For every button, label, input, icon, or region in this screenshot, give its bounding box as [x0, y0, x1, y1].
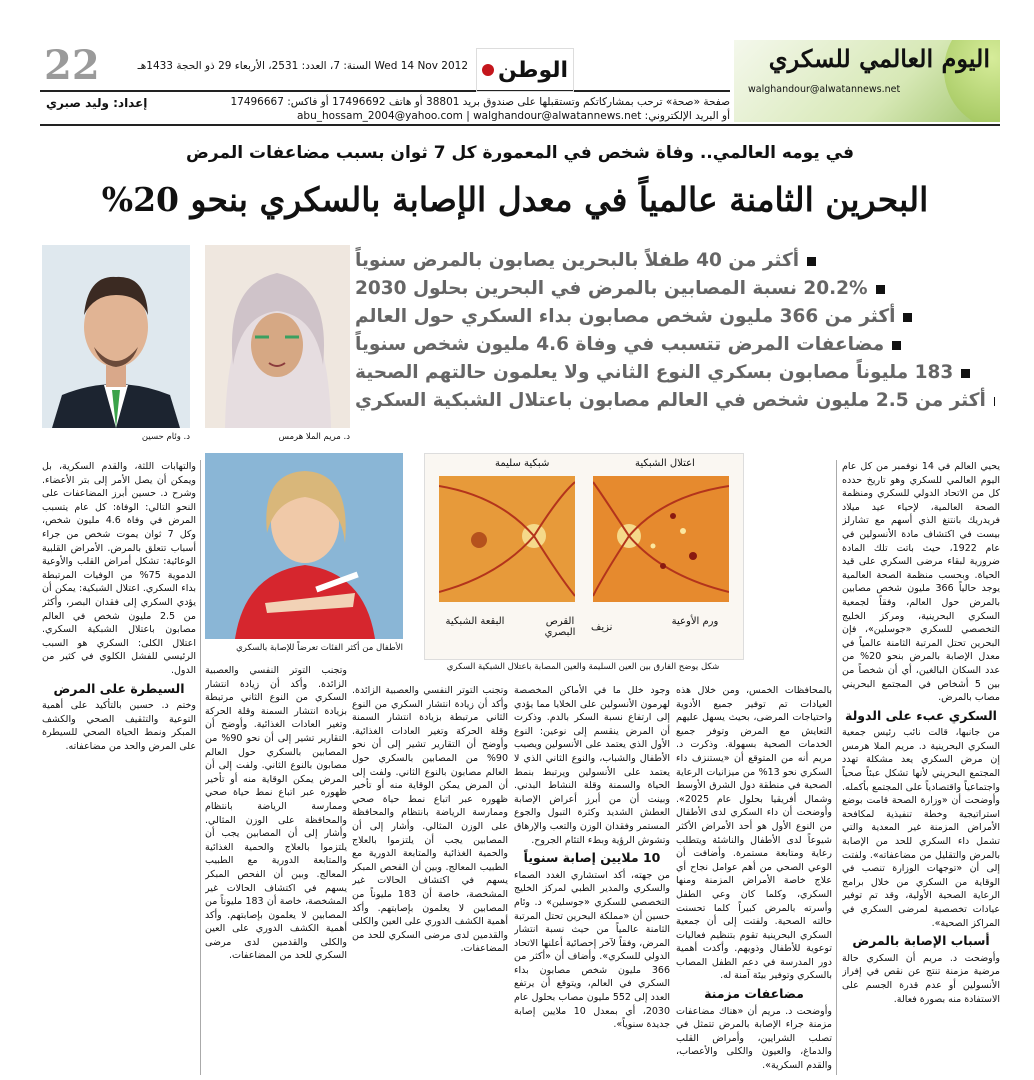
label-disc: القرص البصري [544, 616, 576, 638]
key-facts-list [355, 247, 995, 415]
text-column-2 [676, 684, 832, 1075]
key-fact: 183 مليوناً مصابون بسكري النوع الثاني ولا يعلمون حالتهم الصحية [355, 359, 995, 387]
logo-text: الوطن [497, 57, 569, 83]
subheading: مضاعفات مزمنة [704, 986, 804, 1002]
paragraph: من جهته، أكد استشاري الغدد الصماء والسكري والمدير الطبي لمركز الخليج التخصصي للسكري «جوسلين» د. وئام حسين أن «مملكة البحرين تحتل المرتبة الثامنة عالمياً من حيث نسبة انتشار المرض، وفقاً لآخر إحصائية أعلنها الاتحاد الدولي للسكري». وأضاف أن «أكثر من 366 مليون شخص مصابون بداء السكري في العالم، ويتوقع أن يرتفع العدد إلى 552 مليون مصاب بحلول عام 2030، أي بمعدل 10 ملايين إصابة جديدة سنوياً». [514, 869, 670, 1031]
paragraph: وأوضحت د. مريم أن «هناك مضاعفات مزمنة جراء الإصابة بالمرض تتمثل في تصلب الشرايين، وأمراض القلب والدماغ، والعيون والكلى والأعصاب، والقدم السكرية». [676, 1005, 832, 1072]
label-aneurysm: ورم الأوعية [671, 616, 719, 627]
paragraph: بالمحافظات الخمس، ومن خلال هذه العيادات تم توفير جميع الأدوية واحتياجات المرضى، بحيث يسهل عليهم التعايش مع المرض وتوفر جميع الخدمات الصحية بسهولة. وذكرت د. مريم أنه من المتوقع أن «يستنزف داء السكري نحو 13% من ميزانيات الرعاية الصحية في منطقة دول الشرق الأوسط وشمال أفريقيا بحلول عام 2025». وأوضحت أن داء السكري لدى الأطفال من النوع الأول هو أحد الأمراض الأكثر شيوعاً لدى الأطفال والناشئة ويتطلب رعاية ومتابعة مستمرة. وأضافت أن الوعي الصحي من أهم عوامل نجاح أي علاج خاصة الأمراض المزمنة ومنها السكري، وكلما كان وعي الطفل وأسرته بالمرض كبيراً كلما تحسنت حالته الصحية. ولفتت إلى أن جمعية السكري البحرينية تقوم بتنظيم فعاليات توعوية للأطفال وذويهم. وأكدت أهمية دور المدرسة في دعم الطفل المصاب بالسكري وتوفير بيئة آمنة له. [676, 685, 832, 982]
page-header [0, 0, 1034, 128]
bullet-square-icon [903, 313, 912, 322]
text-column-4b [205, 664, 347, 1075]
caption-girl: الأطفال من أكثر الفئات تعرضاً للإصابة بالسكري [236, 643, 403, 653]
bullet-square-icon [994, 397, 995, 406]
page-number: 22 [44, 42, 100, 89]
key-fact: مضاعفات المرض تتسبب في وفاة 4.6 مليون شخص سنوياً [355, 331, 995, 359]
column-rule [200, 460, 201, 1075]
section-title: اليوم العالمي للسكري [768, 44, 990, 73]
bullet-square-icon [961, 369, 970, 378]
subheading: السكري عبء على الدولة [845, 707, 997, 723]
label-disease: اعتلال الشبكية [635, 458, 695, 469]
bullet-square-icon [876, 285, 885, 294]
portrait-photo-man [42, 245, 190, 428]
kicker: في يومه العالمي.. وفاة شخص في المعمورة كل 7 ثوان بسبب مضاعفات المرض [186, 143, 854, 163]
column-rule [836, 460, 837, 1075]
header-rule [40, 90, 730, 92]
subheading: أسباب الإصابة بالمرض [852, 933, 990, 949]
diseased-retina-image [593, 476, 729, 602]
contact-email-line: أو البريد الإلكتروني: abu_hossam_2004@yahoo.com | walghandour@alwatannews.net [296, 110, 730, 122]
caption-man: د. وئام حسين [141, 432, 190, 442]
text-column-5 [42, 460, 196, 1075]
key-fact: أكثر من 2.5 مليون شخص في العالم مصابون باعتلال الشبكية السكري [355, 387, 995, 415]
caption-woman: د. مريم الملا هرمس [278, 432, 350, 442]
bullet-square-icon [807, 257, 816, 266]
contact-line: صفحة «صحة» ترحب بمشاركاتكم وتستقبلها على صندوق بريد 38801 أو هاتف 17496692 أو فاكس: 17496667 [230, 96, 730, 108]
photo-girl-injection [205, 453, 403, 639]
paragraph: يحيي العالم في 14 نوفمبر من كل عام اليوم العالمي للسكري وهو تاريخ حدده كل من الاتحاد الدولي للسكري ومنظمة الصحة العالمية، لإحياء عيد ميلاد فريدريك بانتنغ الذي أسهم مع تشارلز بيست في اكتشاف مادة الأنسولين في عام 1922، حيث باتت تلك المادة ضرورية لبقاء مرضى السكري على قيد الحياة. وبحسب منظمة الصحة العالمية يوجد حالياً 366 مليون شخص مصابين بالمرض حول العالم، وفقاً لجمعية السكري البحرينية، ومركز الخليج التخصصي للسكري «جوسلين»، فإن البحرين تحتل المرتبة الثامنة عالمياً في معدل الإصابة بالمرض بنحو 20% من عدد السكان البالغين، أي أن شخصاً من بين 5 أشخاص في المجتمع البحريني مصاب بالمرض. [842, 461, 1000, 704]
subheading: السيطرة على المرض [53, 680, 185, 696]
label-macula: البقعة الشبكية [445, 616, 505, 627]
figure-caption: شكل يوضح الفارق بين العين السليمة والعين المصابة باعتلال الشبكية السكري [446, 662, 720, 672]
subheading: 10 ملايين إصابة سنوياً [523, 850, 661, 866]
main-headline: البحرين الثامنة عالمياً في معدل الإصابة بالسكري بنحو 20% [101, 180, 929, 219]
paragraph: وأوضحت د. مريم أن السكري حالة مرضية مزمنة تنتج عن نقص في إفراز الأنسولين أو عدم قدرة الجسم على الاستفادة منه بصورة فعالة. [842, 952, 1000, 1005]
key-fact: 20.2% نسبة المصابين بالمرض في البحرين بحلول 2030 [355, 275, 995, 303]
date-line: Wed 14 Nov 2012 السنة: 7، العدد: 2531، الأربعاء 29 ذو الحجة 1433هـ [137, 60, 468, 72]
key-fact: أكثر من 366 مليون شخص مصابون بداء السكري حول العالم [355, 303, 995, 331]
section-banner [734, 40, 1000, 122]
text-column-4 [352, 684, 508, 1075]
text-column-1 [842, 460, 1000, 1075]
paragraph: وتجنب التوتر النفسي والعصبية الزائدة. وأكد أن زيادة انتشار السكري من النوع الثاني مرتبطة بزيادة انتشار السمنة وقلة الحركة وتغير العادات الغذائية. وأوضح أن التقارير تشير إلى أن نحو 90% من المصابين بالسكري حول العالم مصابون بالنوع الثاني. ولفت إلى أن المرض يمكن الوقاية منه أو تأخير ظهوره عبر اتباع نمط حياة صحي وممارسة الرياضة بانتظام والمحافظة على الوزن المثالي. وأشار إلى أن المصابين يجب أن يلتزموا بالعلاج والحمية الغذائية والمتابعة الدورية مع الطبيب المعالج. وبين أن الفحص المبكر يسهم في اكتشاف الحالات غير المشخصة، خاصة أن 183 مليوناً من المصابين لا يعلمون بإصابتهم. وأكد أهمية الكشف الدوري على العين والكلى والقدمين لدى مرضى السكري للحد من المضاعفات. [352, 685, 508, 955]
portrait-photo-woman [205, 245, 350, 428]
header-rule-bottom [40, 124, 1000, 126]
paragraph: وجود خلل ما في الأماكن المخصصة لهرمون الأنسولين على الخلايا مما يؤدي إلى ارتفاع نسبة السكر بالدم. وذكرت أن المرض ينقسم إلى نوعين: النوع الأول الذي يعتمد على الأنسولين ويصيب الأطفال والشباب، والنوع الثاني الذي لا يعتمد على الأنسولين ويرتبط بنمط الحياة والسمنة وقلة النشاط البدني. وبينت أن من أبرز أعراض الإصابة العطش الشديد وكثرة التبول والجوع المستمر وفقدان الوزن والتعب والإرهاق وتشوش الرؤية وبطء التئام الجروح. [514, 685, 670, 846]
editor-credit: إعداد: وليد صبري [46, 96, 148, 110]
key-fact: أكثر من 40 طفلاً بالبحرين يصابون بالمرض سنوياً [355, 247, 995, 275]
paragraph: من جانبها، قالت نائب رئيس جمعية السكري البحرينية د. مريم الملا هرمس إن مرض السكري يعد مشكلة تهدد المجتمع البحريني لأنها تشكل عبئاً صحياً واجتماعياً واقتصادياً على المجتمع بأكمله. وأوضحت أن «وزارة الصحة قامت بوضع استراتيجية وخطة تنفيذية لمكافحة الأمراض المزمنة غير المعدية والتي تشمل داء السكري للحد من الإصابة بالمرض والتقليل من مضاعفاته». ولفتت إلى أن «توجهات الوزارة تنصب في الوقاية من السكري من خلال برامج الرعاية الصحية الأولية، وقد تم توفير عيادات تخصصية لمرضى السكري في المراكز الصحية». [842, 727, 1000, 929]
bullet-square-icon [892, 341, 901, 350]
label-bleeding: نزيف [591, 622, 613, 633]
retina-comparison-figure [424, 453, 744, 660]
logo-dot-icon [482, 64, 494, 76]
text-column-3 [514, 684, 670, 1075]
healthy-retina-image [439, 476, 575, 602]
paragraph: والتهابات اللثة، والقدم السكرية، بل ويمكن أن يصل الأمر إلى بتر الأعضاء. وشرح د. حسين أبرز المضاعفات على النحو التالي: الوفاة: كل عام يتسبب المرض في وفاة 4.6 مليون شخص، وكل 7 ثوان يموت شخص من جراء أسباب تتعلق بالمرض. الأمراض القلبية الوعائية: تشكل أمراض القلب والأوعية الدموية 75% من الوفيات المرتبطة بداء السكري. اعتلال الشبكية: يمكن أن يؤدي السكري إلى فقدان البصر، وأكثر من 2.5 مليون شخص في العالم مصابون باعتلال الشبكية السكري. اعتلال الكلى: السكري هو السبب الرئيسي للفشل الكلوي في كثير من الدول. [42, 461, 196, 676]
paragraph: وتجنب التوتر النفسي والعصبية الزائدة. وأكد أن زيادة انتشار السكري من النوع الثاني مرتبطة بزيادة انتشار السمنة وقلة الحركة وتغير العادات الغذائية. وأوضح أن التقارير تشير إلى أن نحو 90% من المصابين بالسكري حول العالم مصابون بالنوع الثاني. ولفت إلى أن المرض يمكن الوقاية منه أو تأخير ظهوره عبر اتباع نمط حياة صحي وممارسة الرياضة بانتظام والمحافظة على الوزن المثالي. وأشار إلى أن المصابين يجب أن يلتزموا بالعلاج والحمية الغذائية والمتابعة الدورية مع الطبيب المعالج. وبين أن الفحص المبكر يسهم في اكتشاف الحالات غير المشخصة، خاصة أن 183 مليوناً من المصابين لا يعلمون بإصابتهم. وأكد أهمية الكشف الدوري على العين والكلى والقدمين لدى مرضى السكري للحد من المضاعفات. [205, 665, 347, 962]
section-email: walghandour@alwatannews.net [748, 84, 901, 95]
newspaper-logo [476, 48, 574, 92]
label-healthy: شبكية سليمة [495, 458, 550, 469]
paragraph: وختم د. حسين بالتأكيد على أهمية التوعية والتثقيف الصحي والكشف المبكر ونمط الحياة الصحي للسيطرة على المرض والحد من مضاعفاته. [42, 700, 196, 752]
